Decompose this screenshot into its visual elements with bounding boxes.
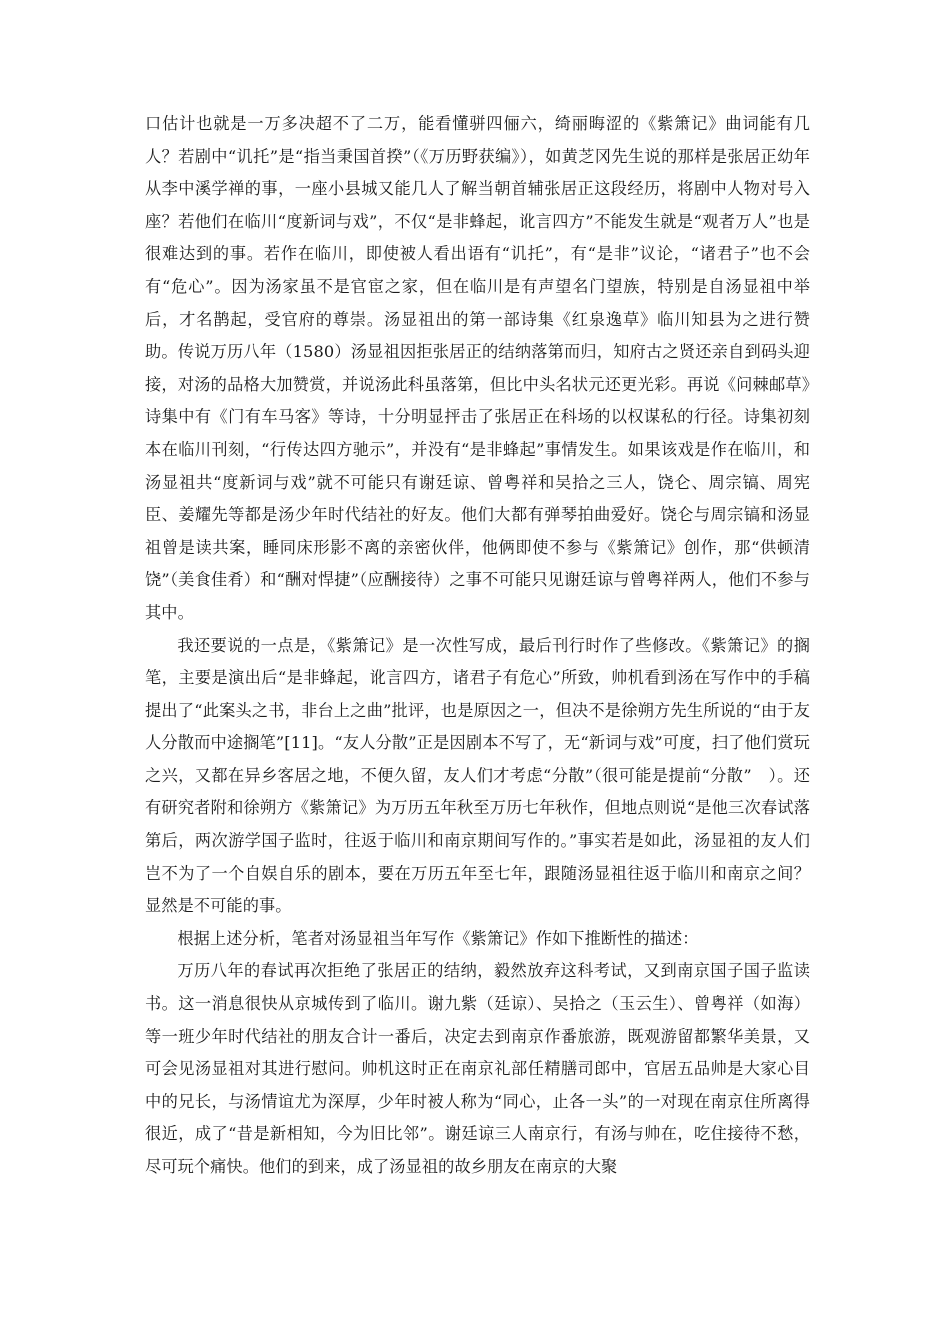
paragraph: 万历八年的春试再次拒绝了张居正的结纳，毅然放弃这科考试，又到南京国子国子监读书。这一消息很快从京城传到了临川。谢九紫（廷谅）、吴拾之（玉云生）、曾粤祥（如海）等一班少年时代结社的朋友合计一番后，决定去到南京作番旅游，既观游留都繁华美景，又可会见汤显祖对其进行慰问。帅机这时正在南京礼部任精膳司郎中，官居五品帅是大家心目中的兄长，与汤情谊尤为深厚，少年时被人称为“同心，止各一头”的一对现在南京住所离得很近，成了“昔是新相知，今为旧比邻”。谢廷谅三人南京行，有汤与帅在，吃住接待不愁，尽可玩个痛快。他们的到来，成了汤显祖的故乡朋友在南京的大聚: [145, 961, 810, 1176]
paragraph: 口估计也就是一万多决超不了二万，能看懂骈四俪六，绮丽晦涩的《紫箫记》曲词能有几人？若剧中“讥托”是“指当秉国首揆”（《万历野获编》），如黄芝冈先生说的那样是张居正幼年从李中溪学禅的事，一座小县城又能几人了解当朝首辅张居正这段经历，将剧中人物对号入座？若他们在临川“度新词与戏”，不仅“是非蜂起，讹言四方”不能发生就是“观者万人”也是很难达到的事。若作在临川，即使被人看出语有“讥托”，有“是非”议论，“诸君子”也不会有“危心”。因为汤家虽不是官宦之家，但在临川是有声望名门望族，特别是自汤显祖中举后，才名鹊起，受官府的尊崇。汤显祖出的第一部诗集《红泉逸草》临川知县为之进行赞助。传说万历八年（1580）汤显祖因拒张居正的结纳落第而归，知府古之贤还亲自到码头迎接，对汤的品格大加赞赏，并说汤此科虽落第，但比中头名状元还更光彩。再说《问棘邮草》诗集中有《门有车马客》等诗，十分明显抨击了张居正在科场的以权谋私的行径。诗集初刻本在临川刊刻，“行传达四方驰示”，并没有“是非蜂起”事情发生。如果该戏是作在临川，和汤显祖共“度新词与戏”就不可能只有谢廷谅、曾粤祥和吴拾之三人，饶仑、周宗镐、周宪臣、姜耀先等都是汤少年时代结社的好友。他们大都有弹琴拍曲爱好。饶仑与周宗镐和汤显祖曾是读共案，睡同床形影不离的亲密伙伴，他俩即使不参与《紫箫记》创作，那“供顿清饶”（美食佳肴）和“酬对悍捷”（应酬接待）之事不可能只见谢廷谅与曾粤祥两人，他们不参与其中。: [145, 114, 810, 622]
paragraph: 我还要说的一点是，《紫箫记》是一次性写成，最后刊行时作了些修改。《紫箫记》的搁笔，主要是演出后“是非蜂起，讹言四方，诸君子有危心”所致，帅机看到汤在写作中的手稿提出了“此案头之书，非台上之曲”批评，也是原因之一，但决不是徐朔方先生所说的“由于友人分散而中途搁笔”[11]。“友人分散”正是因剧本不写了，无“新词与戏”可度，扫了他们赏玩之兴，又都在异乡客居之地，不便久留，友人们才考虑“分散”（很可能是提前“分散” ）。还有研究者附和徐朔方《紫箫记》为万历五年秋至万历七年秋作，但地点则说“是他三次春试落第后，两次游学国子监时，往返于临川和南京期间写作的。”事实若是如此，汤显祖的友人们岂不为了一个自娱自乐的剧本，要在万历五年至七年，跟随汤显祖往返于临川和南京之间？显然是不可能的事。: [145, 635, 810, 916]
paragraph: 根据上述分析，笔者对汤显祖当年写作《紫箫记》作如下推断性的描述：: [177, 928, 699, 948]
document-page: [145, 108, 810, 1184]
